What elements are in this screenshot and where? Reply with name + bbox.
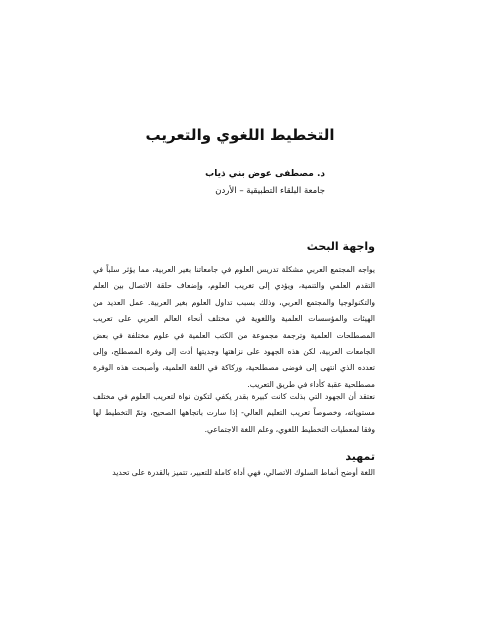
author-name: د. مصطفى عوض بني ذياب xyxy=(205,169,325,179)
paper-title: التخطيط اللغوي والتعريب xyxy=(145,126,335,144)
section-heading-introduction: تمهيد xyxy=(345,450,375,463)
abstract-paragraph-2: نعتقد أن الجهود التي بذلت كانت كبيرة بقدر يكفي لتكون نواة لتعريب العلوم في مختلف مستوياته، وخصوصاً تعريب التعليم العالي- إذا سارت باتجاهها الصحيح، وتمّ التخطيط لها وفقا لمعطيات التخطيط اللغوي، وعلم اللغة الاجتماعي. xyxy=(93,392,375,434)
author-affiliation: جامعة البلقاء التطبيقية – الأردن xyxy=(215,186,325,196)
section-heading-abstract: واجهة البحث xyxy=(306,240,375,253)
introduction-paragraph-1: اللغة أوضح أنماط السلوك الاتصالي، فهي أداة كاملة للتعبير، تتميز بالقدرة على تحديد xyxy=(112,468,375,477)
abstract-paragraph-1: يواجه المجتمع العربي مشكلة تدريس العلوم في جامعاتنا بغير العربية، مما يؤثر سلباً في التقدم العلمي والتنمية، ويؤدي إلى تغريب العلوم، وإضعاف حلقة الاتصال بين العلم والتكنولوجيا والمجتمع العربي، وذلك بسبب تداول العلوم بغير العربية. عمل العديد من الهيئات والمؤسسات العلمية واللغوية في مختلف أنحاء العالم العربي على تعريب المصطلحات العلمية وترجمة مجموعة من الكتب العلمية في علوم مختلفة في بعض الجامعات العربية، لكن هذه الجهود على نزاهتها وجديتها أدت إلى وفرة المصطلح، وإلى تعدده الذي انتهى إلى فوضى مصطلحية، وركاكة في اللغة العلمية، وأصبحت هذه الوفرة مصطلحية عقبة كأداء في طريق التعريب. xyxy=(93,265,375,389)
